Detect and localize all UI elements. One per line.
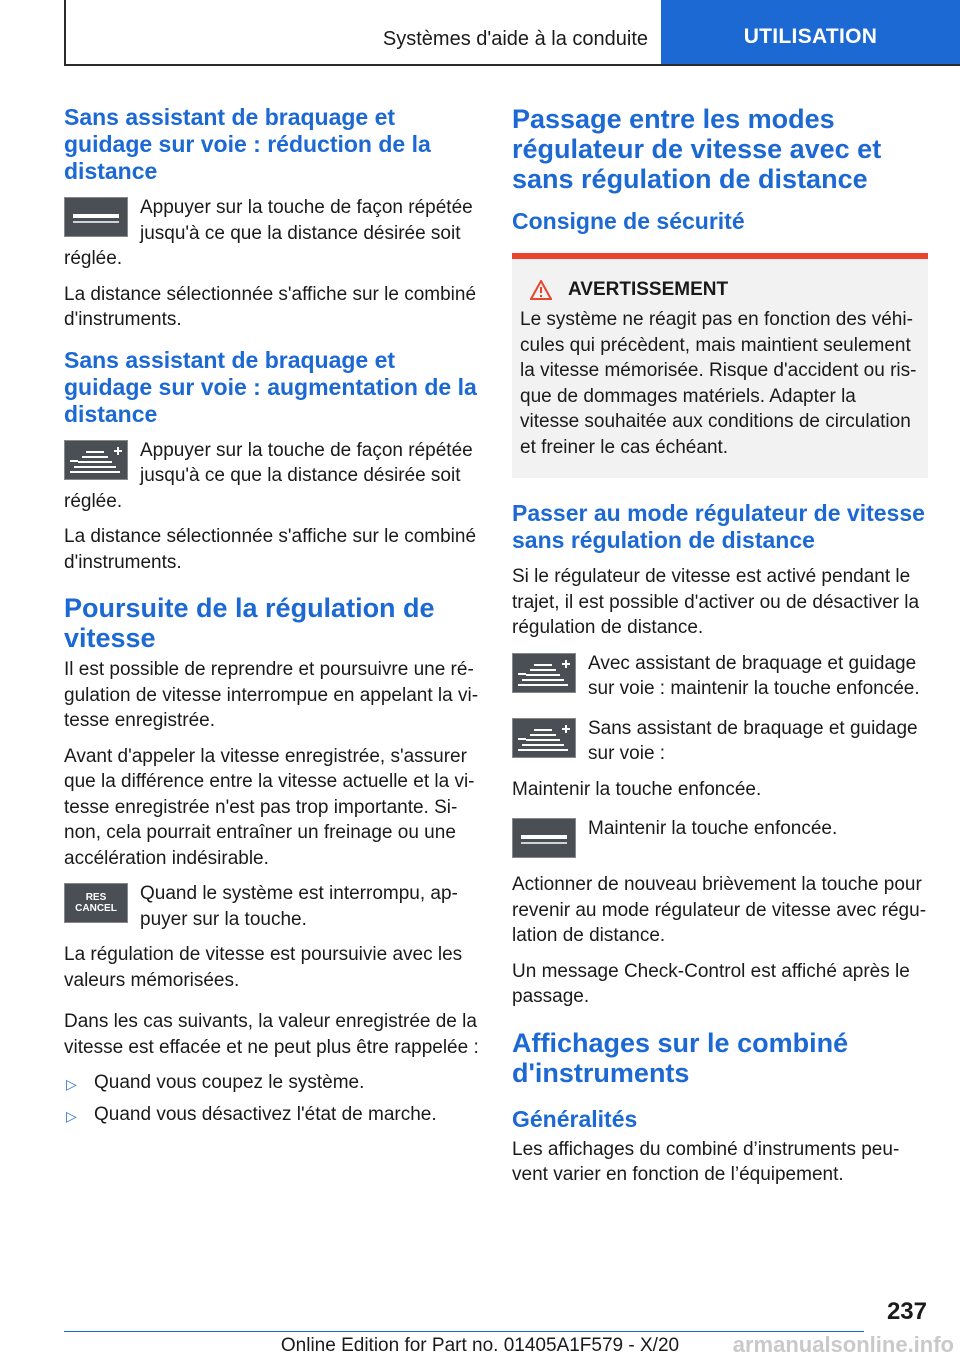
para-check-control: Un message Check-Control est affiché après le passage. [512, 960, 910, 1007]
section-tab: UTILISATION [661, 0, 960, 66]
warning-box [512, 253, 928, 478]
para-res-cancel: RES CANCEL Quand le système est interrompu, appuyer sur la touche. [64, 881, 480, 932]
page-header [0, 0, 960, 66]
warning-triangle-icon [530, 280, 552, 300]
edition-footer: Online Edition for Part no. 01405A1F579 - X/20 [280, 1335, 680, 1356]
chapter-title: Systèmes d'aide à la conduite [382, 28, 648, 50]
para-resume-caution: Avant d'appeler la vitesse enregistrée, s'assurer que la différence entre la vitesse actuelle et la vitesse enregistrée n'est pas trop importante. Sinon, cela pourrait entraîner un freinage ou une accélération indésirable. [64, 745, 475, 869]
list-item: ▷ Quand vous désactivez l'état de marche. [64, 1102, 480, 1128]
para-resume-result: La régulation de vitesse est poursuivie avec les valeurs mémorisées. [64, 944, 463, 991]
bullet-list [64, 1070, 480, 1127]
para-resume-intro: Il est possible de reprendre et poursuivre une régulation de vitesse interrompue en appelant la vitesse enregistrée. [64, 659, 479, 731]
distance-reduce-button-icon [64, 197, 128, 237]
distance-steering-button-icon [512, 653, 576, 693]
page-number: 237 [886, 1298, 927, 1325]
para-increase-distance: Appuyer sur la touche de façon répétée jusqu'à ce que la distance désirée soit réglée. [64, 439, 473, 512]
triangle-bullet-icon: ▷ [66, 1076, 77, 1092]
para-return-mode: Actionner de nouveau brièvement la touche pour revenir au mode régulateur de vitesse avec régulation de distance. [512, 874, 927, 946]
para-with-steering-assist: Avec assistant de braquage et guidage sur voie : maintenir la touche enfoncée. [512, 651, 928, 702]
heading-reduce-distance: Sans assistant de braquage et guidage sur voie : réduction de la distance [64, 104, 431, 184]
right-column [512, 104, 928, 1198]
para-display-1: La distance sélectionnée s'affiche sur le combiné d'instruments. [64, 283, 477, 330]
list-item: ▷ Quand vous coupez le système. [64, 1070, 480, 1096]
header-rule [64, 64, 960, 66]
para-switch-intro: Si le régulateur de vitesse est activé pendant le trajet, il est possible d'activer ou de désactiver la régulation de distance. [512, 566, 920, 638]
header-rule-left [64, 0, 66, 66]
warning-text: Le système ne réagit pas en fonction des véhicules qui précèdent, mais maintient seulement la vitesse mémorisée. Risque d'accident ou risque de dommages matériels. Adapter la vitesse souhaitée aux conditions de circulation et freiner le cas échéant. [520, 309, 917, 458]
para-hold-key-2: Maintenir la touche enfoncée. [512, 816, 928, 862]
distance-reduce-button-icon [512, 818, 576, 858]
heading-general: Généralités [512, 1105, 638, 1132]
watermark: armanualsonline.info [732, 1332, 954, 1357]
distance-increase-button-icon [512, 718, 576, 758]
para-erase-cases: Dans les cas suivants, la valeur enregistrée de la vitesse est effacée et ne peut plus être rappelée : [64, 1011, 479, 1058]
para-reduce-distance: Appuyer sur la touche de façon répétée jusqu'à ce que la distance désirée soit réglée. [64, 197, 473, 269]
left-column [64, 104, 480, 1133]
heading-resume-speed: Poursuite de la régulation de vitesse [64, 593, 435, 653]
para-without-steering-assist: Sans assistant de braquage et guidage sur voie : [512, 716, 928, 767]
para-display-2: La distance sélectionnée s'affiche sur le combiné d'instruments. [64, 526, 477, 573]
heading-increase-distance: Sans assistant de braquage et guidage sur voie : augmentation de la distance [64, 346, 477, 427]
heading-no-distance-mode: Passer au mode régulateur de vitesse sans régulation de distance [512, 500, 925, 553]
heading-safety: Consigne de sécurité [512, 208, 745, 234]
para-hold-key-1: Maintenir la touche enfoncée. [512, 778, 762, 800]
distance-increase-button-icon [64, 440, 128, 480]
res-cancel-button-icon: RES CANCEL [64, 883, 128, 923]
warning-title: AVERTISSEMENT [520, 279, 920, 301]
heading-switch-modes: Passage entre les modes régulateur de vitesse avec et sans régulation de distance [512, 104, 882, 194]
para-general: Les affichages du combiné d’instruments peuvent varier en fonction de l’équipement. [512, 1138, 900, 1185]
triangle-bullet-icon: ▷ [66, 1107, 77, 1124]
heading-cluster-display: Affichages sur le combiné d'instruments [512, 1027, 849, 1088]
